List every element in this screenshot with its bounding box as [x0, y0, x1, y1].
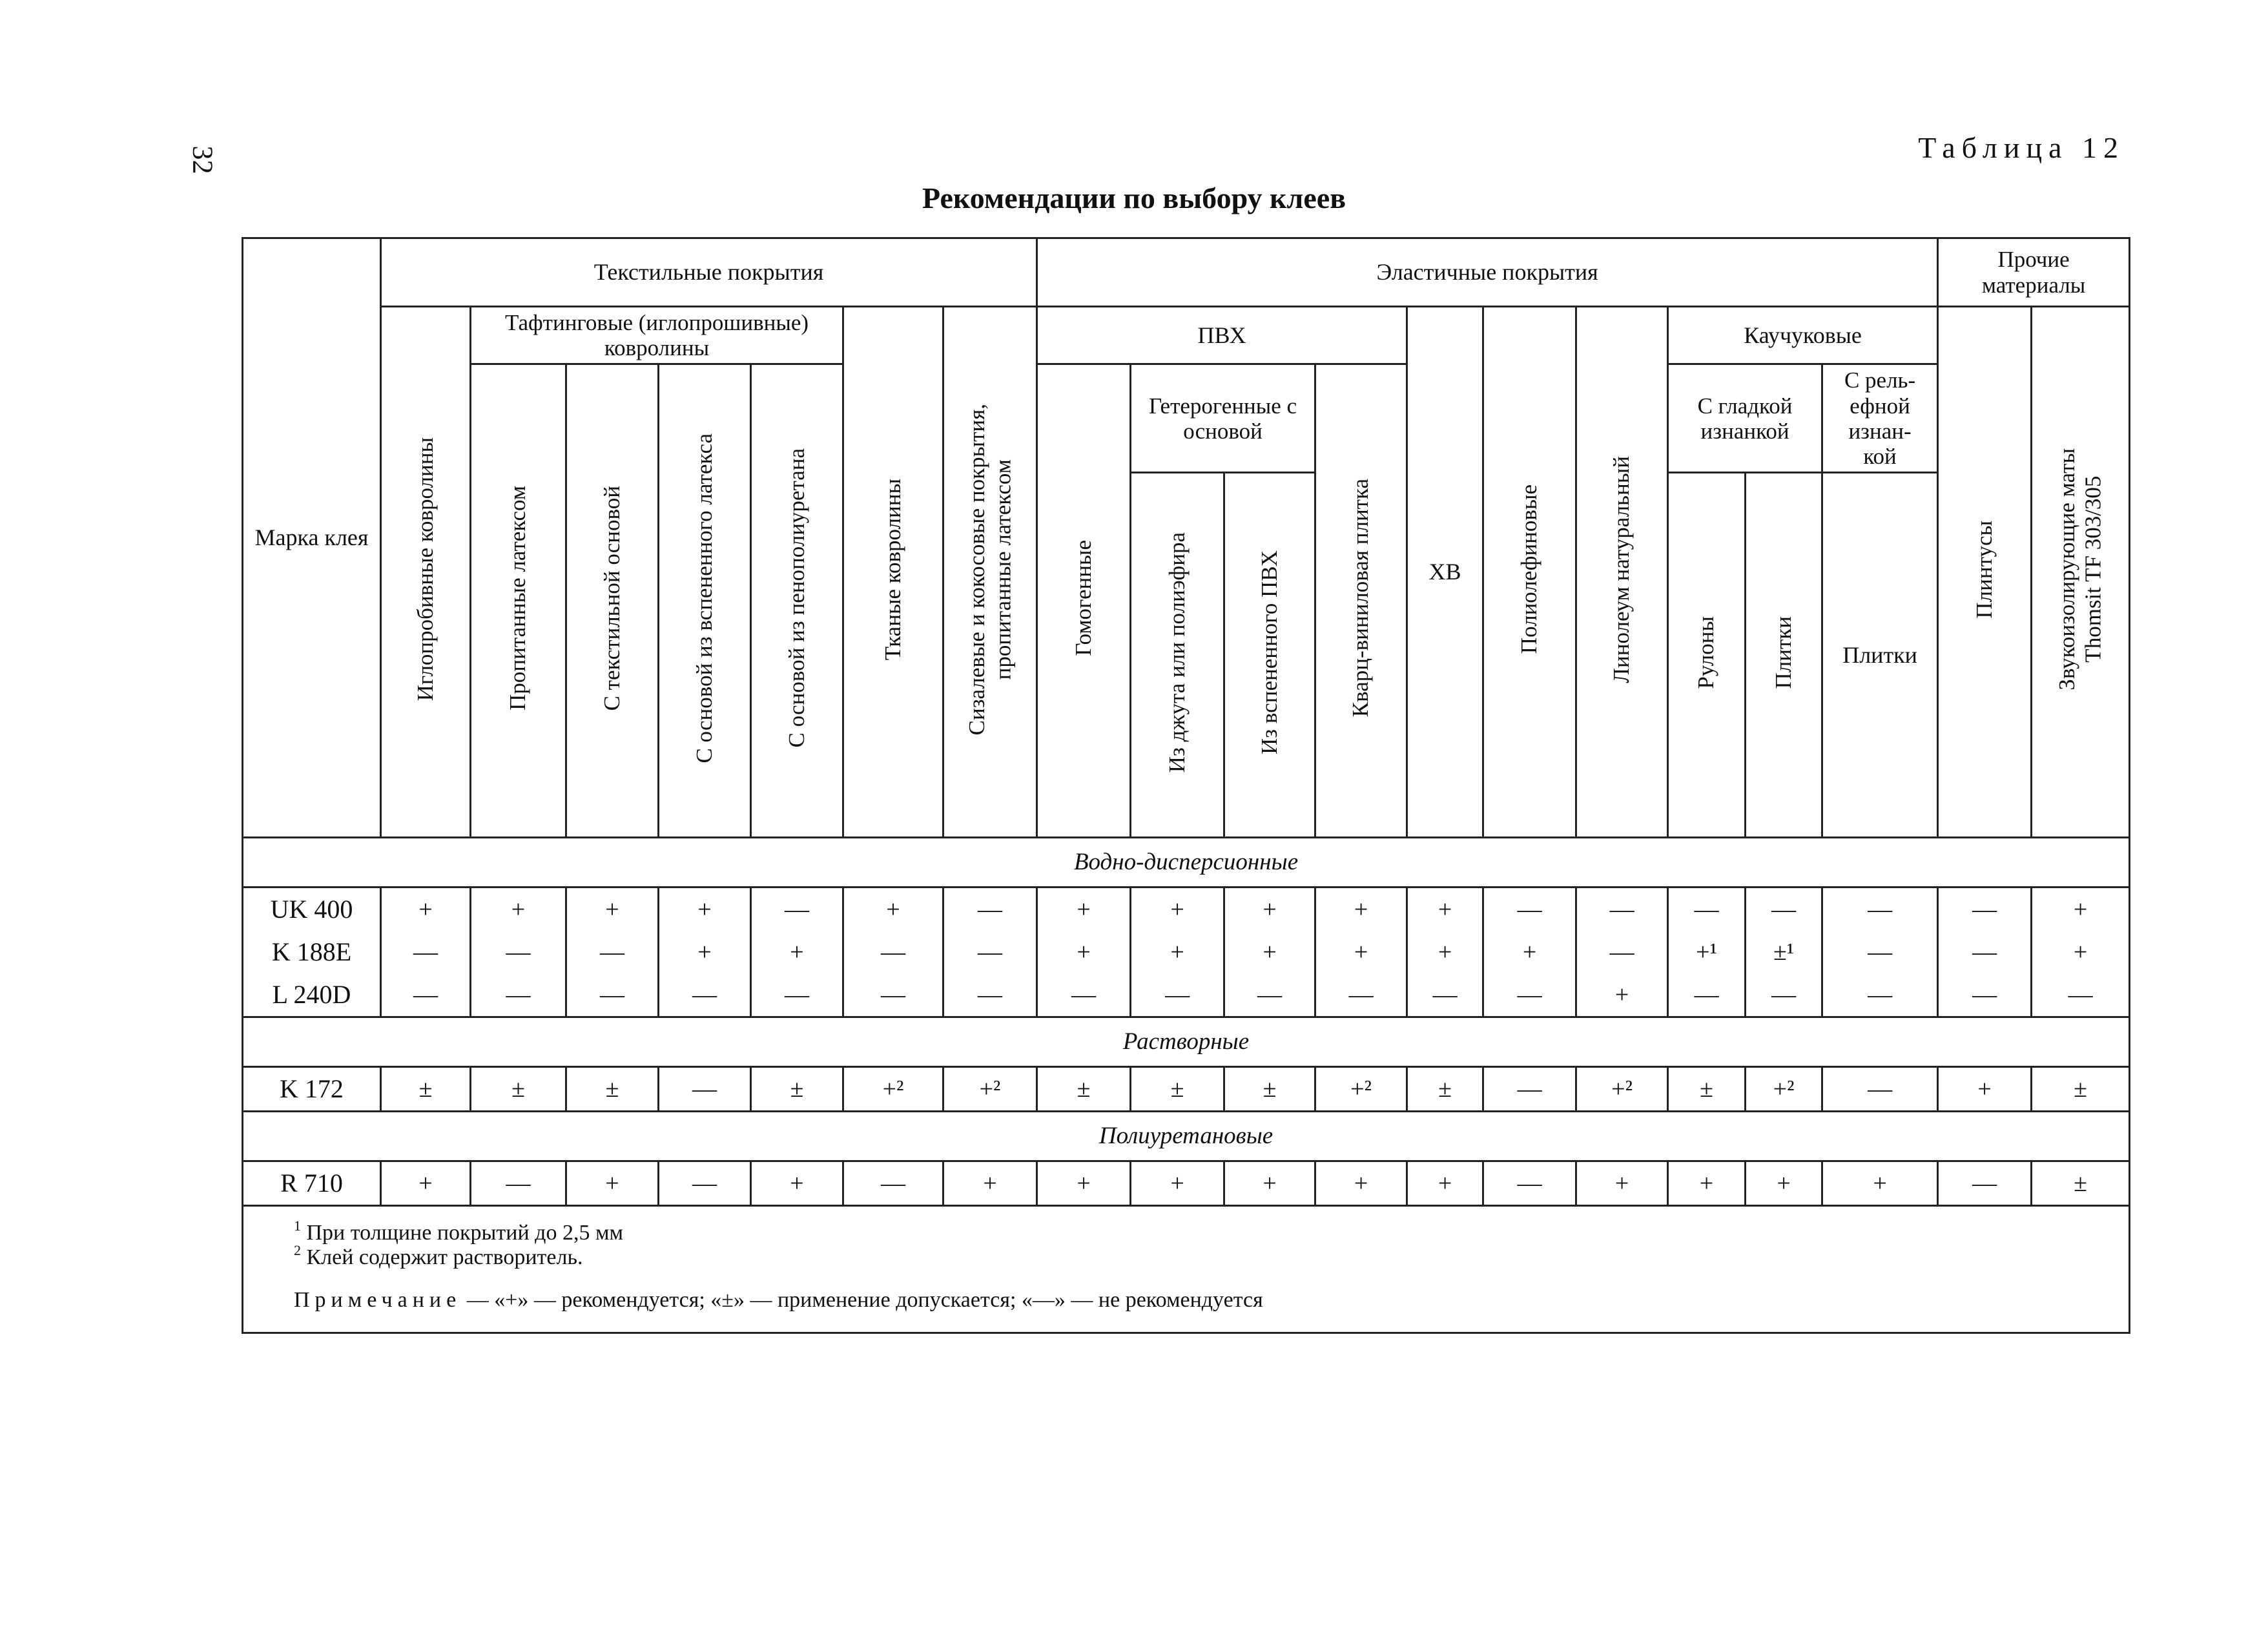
- cell: —: [1224, 973, 1315, 1017]
- footnote-2: $^2$ Клей содержит растворитель.: [294, 1242, 583, 1270]
- table-row: [243, 1161, 2130, 1206]
- table-title: Рекомендации по выбору клеев: [922, 182, 1346, 214]
- cell: +²: [943, 1067, 1037, 1112]
- header-quartz: Кварц-виниловая плитка: [1315, 364, 1407, 838]
- cell: +: [1407, 1161, 1483, 1206]
- header-hv: ХВ: [1407, 307, 1483, 838]
- adhesive-mark: L 240D: [243, 973, 381, 1017]
- group-solvent: Растворные: [243, 1017, 2130, 1067]
- cell: +: [1315, 888, 1407, 931]
- cell: —: [1938, 931, 2032, 973]
- header-textile: Текстильные покрытия: [381, 238, 1037, 307]
- cell: +: [659, 931, 751, 973]
- header-woven: Тканые ковролины: [843, 307, 943, 838]
- cell: —: [1407, 973, 1483, 1017]
- group-water: Водно-дисперсионные: [243, 838, 2130, 888]
- cell: +: [1037, 931, 1131, 973]
- cell: ±: [566, 1067, 659, 1112]
- header-mark: Марка клея: [243, 238, 381, 838]
- cell: —: [1938, 1161, 2032, 1206]
- legend-note: Примечание — «+» — рекомендуется; «±» — применение допускается; «—» — не рекомендуется: [294, 1288, 1263, 1313]
- adhesive-table: [242, 237, 2130, 1334]
- cell: —: [751, 973, 843, 1017]
- cell: —: [1822, 931, 1938, 973]
- cell: +: [2032, 931, 2130, 973]
- cell: ±: [471, 1067, 566, 1112]
- cell: —: [566, 973, 659, 1017]
- table-notes: [243, 1206, 2130, 1333]
- header-rolls: Рулоны: [1668, 473, 1746, 838]
- table-row: [243, 973, 2130, 1017]
- cell: +: [659, 888, 751, 931]
- cell: —: [381, 973, 471, 1017]
- cell: ±: [1407, 1067, 1483, 1112]
- cell: —: [943, 973, 1037, 1017]
- cell: ±: [2032, 1067, 2130, 1112]
- cell: +: [1407, 888, 1483, 931]
- header-sisal: Сизалевые и кокосовые покрытия, пропитанные латексом: [943, 307, 1037, 838]
- cell: +: [1407, 931, 1483, 973]
- cell: +: [1224, 1161, 1315, 1206]
- cell: ±: [1037, 1067, 1131, 1112]
- cell: —: [1938, 888, 2032, 931]
- header-homogeneous: Гомогенные: [1037, 364, 1131, 838]
- header-plinth: Плинтусы: [1938, 307, 2032, 838]
- cell: +: [1037, 1161, 1131, 1206]
- cell: —: [471, 1161, 566, 1206]
- cell: ±¹: [1746, 931, 1822, 973]
- cell: —: [1315, 973, 1407, 1017]
- header-foam-latex: С основой из вспененного латекса: [659, 364, 751, 838]
- cell: +: [1224, 931, 1315, 973]
- cell: +: [751, 931, 843, 973]
- cell: +: [943, 1161, 1037, 1206]
- cell: ±: [1668, 1067, 1746, 1112]
- cell: —: [1576, 931, 1668, 973]
- cell: +: [1668, 1161, 1746, 1206]
- cell: +: [1037, 888, 1131, 931]
- cell: —: [1483, 973, 1576, 1017]
- header-elastic: Эластичные покрытия: [1037, 238, 1938, 307]
- header-tiles: Плитки: [1746, 473, 1822, 838]
- adhesive-mark: R 710: [243, 1161, 381, 1206]
- header-jute: Из джута или полиэфира: [1131, 473, 1224, 838]
- header-foam-pu: С основой из пенополиуретана: [751, 364, 843, 838]
- cell: —: [751, 888, 843, 931]
- cell: +²: [1576, 1067, 1668, 1112]
- cell: —: [1131, 973, 1224, 1017]
- adhesive-mark: K 172: [243, 1067, 381, 1112]
- cell: +: [1576, 973, 1668, 1017]
- header-tiles-relief: Плитки: [1822, 473, 1938, 838]
- header-textile-base: С текстильной основой: [566, 364, 659, 838]
- header-smooth: С гладкой изнанкой: [1668, 364, 1822, 473]
- cell: +: [381, 888, 471, 931]
- cell: +: [1224, 888, 1315, 931]
- cell: —: [1938, 973, 2032, 1017]
- cell: —: [2032, 973, 2130, 1017]
- cell: +: [1822, 1161, 1938, 1206]
- cell: —: [1037, 973, 1131, 1017]
- cell: —: [1483, 888, 1576, 931]
- group-polyurethane: Полиуретановые: [243, 1112, 2130, 1161]
- cell: ±: [1131, 1067, 1224, 1112]
- cell: —: [1668, 888, 1746, 931]
- cell: +: [2032, 888, 2130, 931]
- cell: ±: [2032, 1161, 2130, 1206]
- cell: +: [843, 888, 943, 931]
- cell: +: [1315, 931, 1407, 973]
- cell: +: [1576, 1161, 1668, 1206]
- cell: ±: [381, 1067, 471, 1112]
- cell: +: [1131, 1161, 1224, 1206]
- cell: +: [471, 888, 566, 931]
- cell: ±: [1224, 1067, 1315, 1112]
- cell: +²: [1746, 1067, 1822, 1112]
- cell: +: [1315, 1161, 1407, 1206]
- header-pvc: ПВХ: [1037, 307, 1407, 364]
- cell: —: [1746, 973, 1822, 1017]
- header-linoleum: Линолеум натуральный: [1576, 307, 1668, 838]
- cell: —: [659, 1161, 751, 1206]
- cell: +: [1131, 931, 1224, 973]
- footnote-1: $^1$ При толщине покрытий до 2,5 мм: [294, 1218, 623, 1245]
- cell: +: [1131, 888, 1224, 931]
- cell: +: [566, 888, 659, 931]
- header-rubber: Каучуковые: [1668, 307, 1938, 364]
- adhesive-mark: K 188E: [243, 931, 381, 973]
- cell: —: [943, 931, 1037, 973]
- cell: —: [566, 931, 659, 973]
- header-impregnated: Пропитанные латексом: [471, 364, 566, 838]
- page-number: 32: [187, 145, 219, 174]
- cell: —: [943, 888, 1037, 931]
- cell: —: [1483, 1067, 1576, 1112]
- cell: —: [843, 973, 943, 1017]
- cell: —: [659, 1067, 751, 1112]
- header-needle: Иглопробивные ковролины: [381, 307, 471, 838]
- cell: —: [843, 931, 943, 973]
- cell: ±: [751, 1067, 843, 1112]
- header-foam-pvc: Из вспененного ПВХ: [1224, 473, 1315, 838]
- cell: —: [471, 973, 566, 1017]
- cell: —: [1822, 1067, 1938, 1112]
- cell: —: [1822, 888, 1938, 931]
- header-hetero: Гетерогенные с основой: [1131, 364, 1315, 473]
- cell: —: [1483, 1161, 1576, 1206]
- cell: —: [1822, 973, 1938, 1017]
- table-row: [243, 888, 2130, 931]
- table-row: [243, 931, 2130, 973]
- cell: +: [1938, 1067, 2032, 1112]
- cell: +: [1746, 1161, 1822, 1206]
- cell: —: [659, 973, 751, 1017]
- cell: —: [471, 931, 566, 973]
- cell: +: [751, 1161, 843, 1206]
- table-label: Таблица 12: [1918, 131, 2125, 164]
- cell: +²: [843, 1067, 943, 1112]
- header-polyolefin: Полиолефиновые: [1483, 307, 1576, 838]
- cell: —: [381, 931, 471, 973]
- cell: +: [1483, 931, 1576, 973]
- cell: —: [843, 1161, 943, 1206]
- cell: +²: [1315, 1067, 1407, 1112]
- header-soundproof: Звукоизолирующие маты Thomsit TF 303/305: [2032, 307, 2130, 838]
- cell: +: [566, 1161, 659, 1206]
- header-relief: С рель-ефной изнан-кой: [1822, 364, 1938, 473]
- cell: —: [1576, 888, 1668, 931]
- cell: —: [1746, 888, 1822, 931]
- cell: —: [1668, 973, 1746, 1017]
- header-other: Прочие материалы: [1938, 238, 2130, 307]
- cell: +¹: [1668, 931, 1746, 973]
- adhesive-mark: UK 400: [243, 888, 381, 931]
- cell: +: [381, 1161, 471, 1206]
- header-tufting: Тафтинговые (иглопрошивные) ковролины: [471, 307, 843, 364]
- table-row: [243, 1067, 2130, 1112]
